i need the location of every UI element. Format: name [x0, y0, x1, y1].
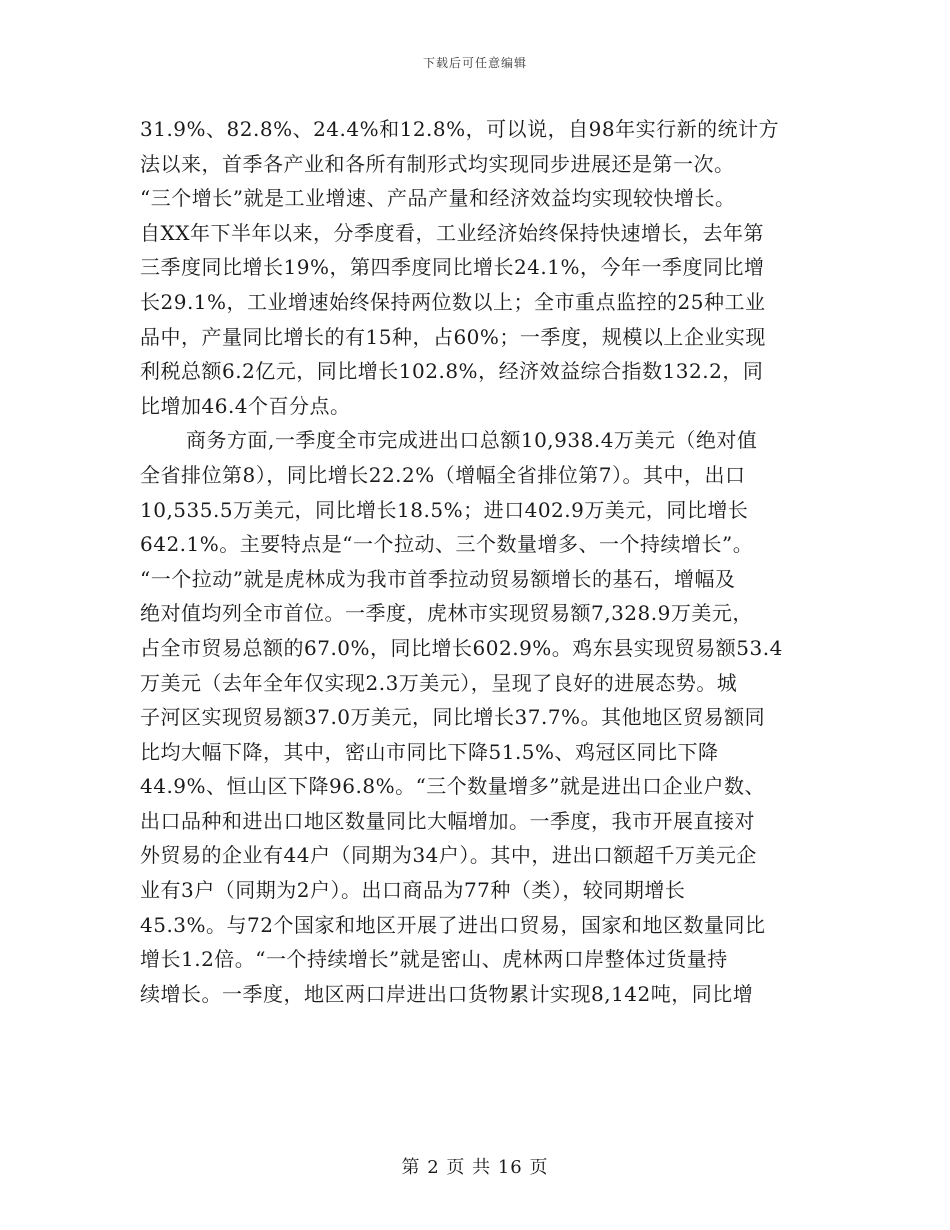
text-line: 子河区实现贸易额37.0万美元，同比增长37.7%。其他地区贸易额同 — [140, 705, 766, 730]
text-line: 增长1.2倍。“一个持续增长”就是密山、虎林两口岸整体过货量持 — [140, 947, 728, 972]
text-line: 三季度同比增长19%，第四季度同比增长24.1%，今年一季度同比增 — [140, 255, 765, 280]
text-line: 万美元（去年全年仅实现2.3万美元），呈现了良好的进展态势。城 — [140, 670, 738, 695]
text-line: 品中，产量同比增长的有15种，占60%；一季度，规模以上企业实现 — [140, 324, 766, 349]
page-number: 第 2 页 共 16 页 — [401, 1157, 549, 1178]
text-line: 642.1%。主要特点是“一个拉动、三个数量增多、一个持续增长”。 — [140, 532, 754, 557]
text-line: 外贸易的企业有44户（同期为34户）。其中，进出口额超千万美元企 — [140, 843, 757, 868]
text-line: “三个增长”就是工业增速、产品产量和经济效益均实现较快增长。 — [140, 186, 736, 211]
text-line: 31.9%、82.8%、24.4%和12.8%，可以说，自98年实行新的统计方 — [140, 117, 780, 141]
document-body — [140, 112, 812, 1011]
paragraph-start-line: 商务方面,一季度全市完成进出口总额10,938.4万美元（绝对值 — [186, 428, 758, 453]
text-line: 比增加46.4个百分点。 — [140, 393, 351, 418]
text-line: “一个拉动”就是虎林成为我市首季拉动贸易额增长的基石，增幅及 — [140, 566, 736, 591]
text-line: 45.3%。与72个国家和地区开展了进出口贸易，国家和地区数量同比 — [140, 912, 766, 937]
text-line: 业有3户（同期为2户）。出口商品为77种（类），较同期增长 — [140, 878, 686, 903]
text-line: 自XX年下半年以来，分季度看，工业经济始终保持快速增长，去年第 — [140, 220, 764, 245]
text-line: 长29.1%，工业增速始终保持两位数以上；全市重点监控的25种工业 — [140, 289, 766, 314]
text-line: 44.9%、恒山区下降96.8%。“三个数量增多”就是进出口企业户数、 — [140, 774, 766, 799]
text-line: 全省排位第8），同比增长22.2%（增幅全省排位第7）。其中，出口 — [140, 462, 746, 487]
page-header: 下载后可任意编辑 — [422, 56, 527, 70]
text-line: 续增长。一季度，地区两口岸进出口货物累计实现8,142吨，同比增 — [140, 981, 754, 1006]
text-line: 比均大幅下降，其中，密山市同比下降51.5%、鸡冠区同比下降 — [140, 739, 719, 764]
text-line: 出口品种和进出口地区数量同比大幅增加。一季度，我市开展直接对 — [140, 808, 755, 833]
text-line: 绝对值均列全市首位。一季度，虎林市实现贸易额7,328.9万美元， — [140, 601, 753, 626]
text-line: 占全市贸易总额的67.0%，同比增长602.9%。鸡东县实现贸易额53.4 — [140, 635, 783, 660]
text-line: 利税总额6.2亿元，同比增长102.8%，经济效益综合指数132.2，同 — [140, 359, 764, 384]
text-line: 法以来，首季各产业和各所有制形式均实现同步进展还是第一次。 — [140, 151, 735, 176]
text-line: 10,535.5万美元，同比增长18.5%；进口402.9万美元，同比增长 — [140, 497, 749, 522]
